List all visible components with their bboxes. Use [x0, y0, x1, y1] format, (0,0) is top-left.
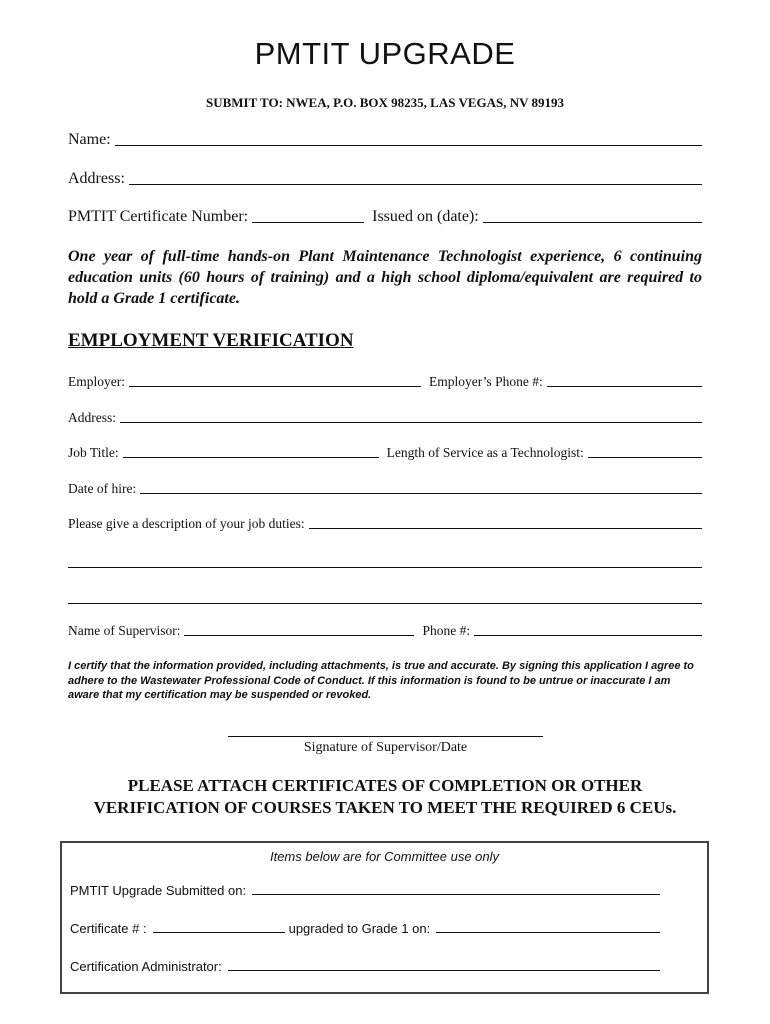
job-duties-row — [68, 516, 702, 532]
supervisor-phone-label: Phone #: — [422, 623, 471, 638]
address-field[interactable] — [129, 184, 702, 185]
address-label: Address: — [68, 170, 125, 187]
employer-phone-field[interactable] — [547, 386, 702, 387]
date-of-hire-field[interactable] — [140, 493, 702, 494]
upgraded-field[interactable] — [436, 932, 660, 933]
employment-heading: EMPLOYMENT VERIFICATION — [68, 330, 354, 351]
certificate-row — [68, 208, 702, 226]
attach-notice-line-2: VERIFICATION OF COURSES TAKEN TO MEET THE REQUIRED 6 CEUs. — [93, 798, 677, 817]
cert-number-label: PMTIT Certificate Number: — [68, 208, 249, 225]
address-row — [68, 170, 702, 188]
requirement-text: One year of full-time hands-on Plant Maintenance Technologist experience, 6 continuing education units (60 hours of training) and a high school diploma/equivalent are required to hold a Grade 1 certificate. — [68, 248, 702, 307]
committee-heading: Items below are for Committee use only — [269, 849, 500, 864]
certificate-number-row — [70, 921, 660, 936]
form-title: PMTIT UPGRADE — [254, 36, 516, 71]
submitted-field[interactable] — [252, 894, 660, 895]
committee-box — [60, 841, 709, 994]
certificate-field[interactable] — [153, 932, 285, 933]
name-row — [68, 131, 702, 149]
job-duties-line-2[interactable] — [68, 567, 702, 568]
signature-label: Signature of Supervisor/Date — [303, 740, 468, 755]
job-title-label: Job Title: — [68, 445, 119, 460]
employer-address-row — [68, 410, 702, 426]
supervisor-label: Name of Supervisor: — [68, 623, 181, 638]
supervisor-phone-field[interactable] — [474, 635, 702, 636]
employer-address-field[interactable] — [120, 422, 702, 423]
length-of-service-label: Length of Service as a Technologist: — [386, 445, 584, 460]
employer-phone-label: Employer’s Phone #: — [429, 374, 543, 389]
attach-notice-line-1: PLEASE ATTACH CERTIFICATES OF COMPLETION OR OTHER — [127, 776, 643, 795]
submitted-label: PMTIT Upgrade Submitted on: — [70, 883, 247, 898]
submit-to-address: SUBMIT TO: NWEA, P.O. BOX 98235, LAS VEGAS, NV 89193 — [205, 95, 565, 110]
job-duties-label: Please give a description of your job duties: — [68, 516, 305, 531]
submitted-row — [70, 883, 660, 898]
date-of-hire-label: Date of hire: — [68, 481, 137, 496]
employer-label: Employer: — [68, 374, 125, 389]
issued-on-label: Issued on (date): — [372, 208, 479, 225]
job-title-row — [68, 445, 702, 461]
supervisor-row — [68, 623, 702, 639]
attach-notice — [0, 775, 770, 819]
name-field[interactable] — [115, 145, 702, 146]
job-title-field[interactable] — [123, 457, 379, 458]
name-label: Name: — [68, 131, 111, 148]
employer-address-label: Address: — [68, 410, 116, 425]
certificate-label: Certificate # : — [70, 921, 147, 936]
cert-number-field[interactable] — [252, 222, 364, 223]
upgraded-label: upgraded to Grade 1 on: — [288, 921, 431, 936]
job-duties-line-3[interactable] — [68, 603, 702, 604]
administrator-field[interactable] — [228, 970, 660, 971]
administrator-label: Certification Administrator: — [70, 959, 222, 974]
date-of-hire-row — [68, 481, 702, 497]
administrator-row — [70, 959, 660, 974]
employer-row — [68, 374, 702, 390]
job-duties-field[interactable] — [309, 528, 702, 529]
supervisor-signature-field[interactable] — [228, 736, 543, 737]
employer-field[interactable] — [129, 386, 421, 387]
length-of-service-field[interactable] — [588, 457, 702, 458]
certification-statement: I certify that the information provided, including attachments, is true and accurate. By signing this application I agree to adhere to the Wastewater Professional Code of Conduct. If this information is found to be untrue or inaccurate I am aware that my certification may be suspended or revoked. — [68, 660, 694, 701]
supervisor-field[interactable] — [184, 635, 414, 636]
issued-on-field[interactable] — [483, 222, 702, 223]
